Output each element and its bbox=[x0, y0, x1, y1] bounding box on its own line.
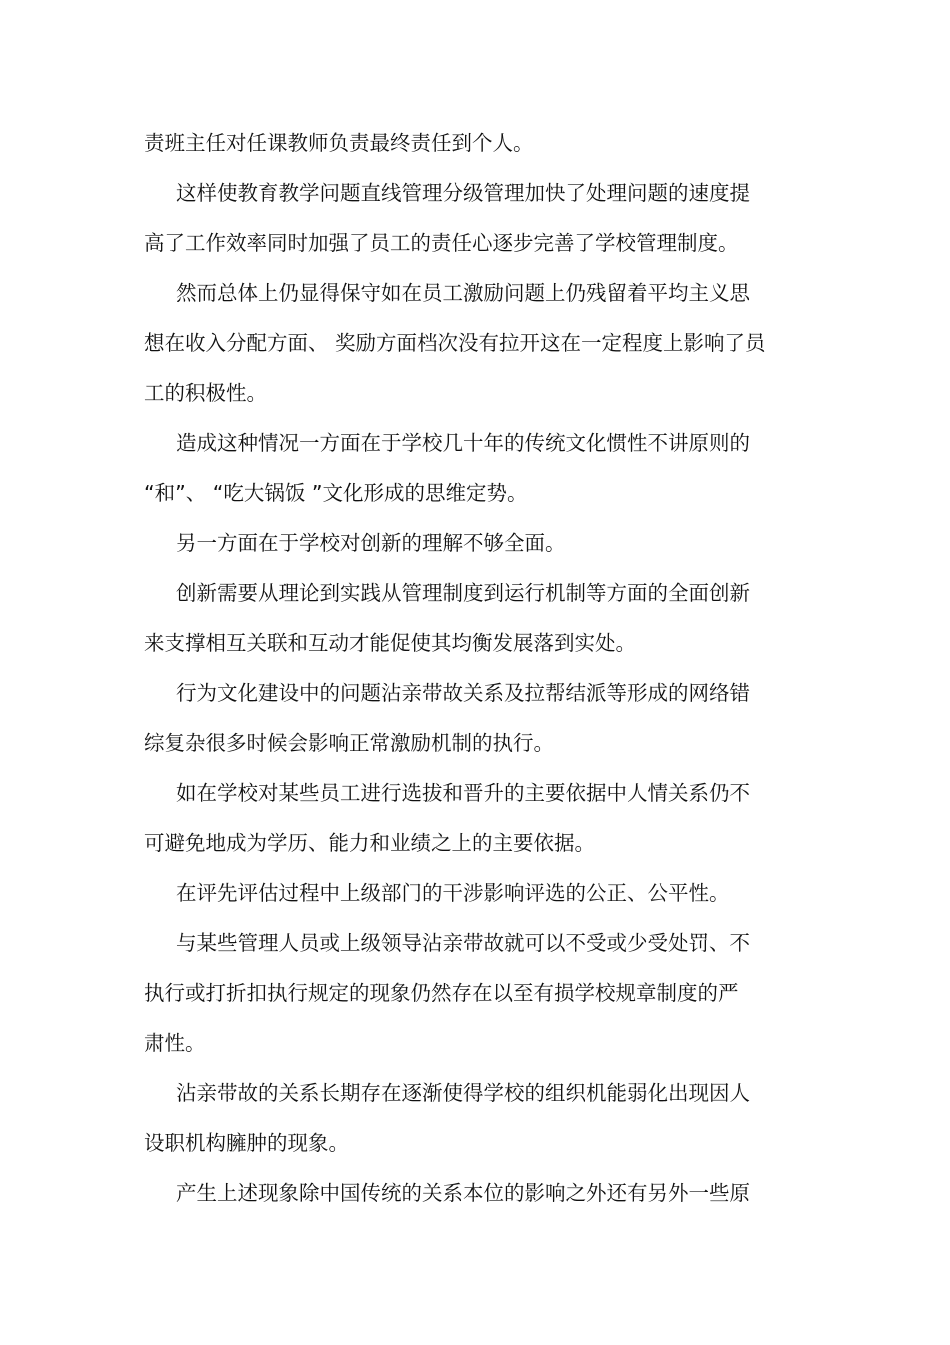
text-line: 沾亲带故的关系长期存在逐渐使得学校的组织机能弱化出现因人 bbox=[176, 1081, 750, 1105]
text-line: 行为文化建设中的问题沾亲带故关系及拉帮结派等形成的网络错 bbox=[176, 681, 750, 705]
text-line: 这样使教育教学问题直线管理分级管理加快了处理问题的速度提 bbox=[176, 181, 750, 205]
text-line: 设职机构臃肿的现象。 bbox=[144, 1131, 349, 1155]
text-line: 高了工作效率同时加强了员工的责任心逐步完善了学校管理制度。 bbox=[144, 231, 739, 255]
text-line: 然而总体上仍显得保守如在员工激励问题上仍残留着平均主义思 bbox=[176, 281, 750, 305]
text-line: 造成这种情况一方面在于学校几十年的传统文化惯性不讲原则的 bbox=[176, 431, 750, 455]
text-line: 综复杂很多时候会影响正常激励机制的执行。 bbox=[144, 731, 554, 755]
text-line: 如在学校对某些员工进行选拔和晋升的主要依据中人情关系仍不 bbox=[176, 781, 750, 805]
text-line: 执行或打折扣执行规定的现象仍然存在以至有损学校规章制度的严 bbox=[144, 981, 739, 1005]
text-line: 责班主任对任课教师负责最终责任到个人。 bbox=[144, 131, 534, 155]
text-line: 来支撑相互关联和互动才能促使其均衡发展落到实处。 bbox=[144, 631, 636, 655]
text-line: 产生上述现象除中国传统的关系本位的影响之外还有另外一些原 bbox=[176, 1181, 750, 1205]
text-line: 与某些管理人员或上级领导沾亲带故就可以不受或少受处罚、不 bbox=[176, 931, 750, 955]
text-line: 在评先评估过程中上级部门的干涉影响评选的公正、公平性。 bbox=[176, 881, 730, 905]
text-line: 工的积极性。 bbox=[144, 381, 267, 405]
text-line: 肃性。 bbox=[144, 1031, 206, 1055]
text-line: 可避免地成为学历、能力和业绩之上的主要依据。 bbox=[144, 831, 595, 855]
text-line: 另一方面在于学校对创新的理解不够全面。 bbox=[176, 531, 566, 555]
text-line: 想在收入分配方面、 奖励方面档次没有拉开这在一定程度上影响了员 bbox=[144, 331, 766, 355]
text-line: 创新需要从理论到实践从管理制度到运行机制等方面的全面创新 bbox=[176, 581, 750, 605]
text-line: “和”、 “吃大锅饭 ”文化形成的思维定势。 bbox=[144, 481, 528, 505]
